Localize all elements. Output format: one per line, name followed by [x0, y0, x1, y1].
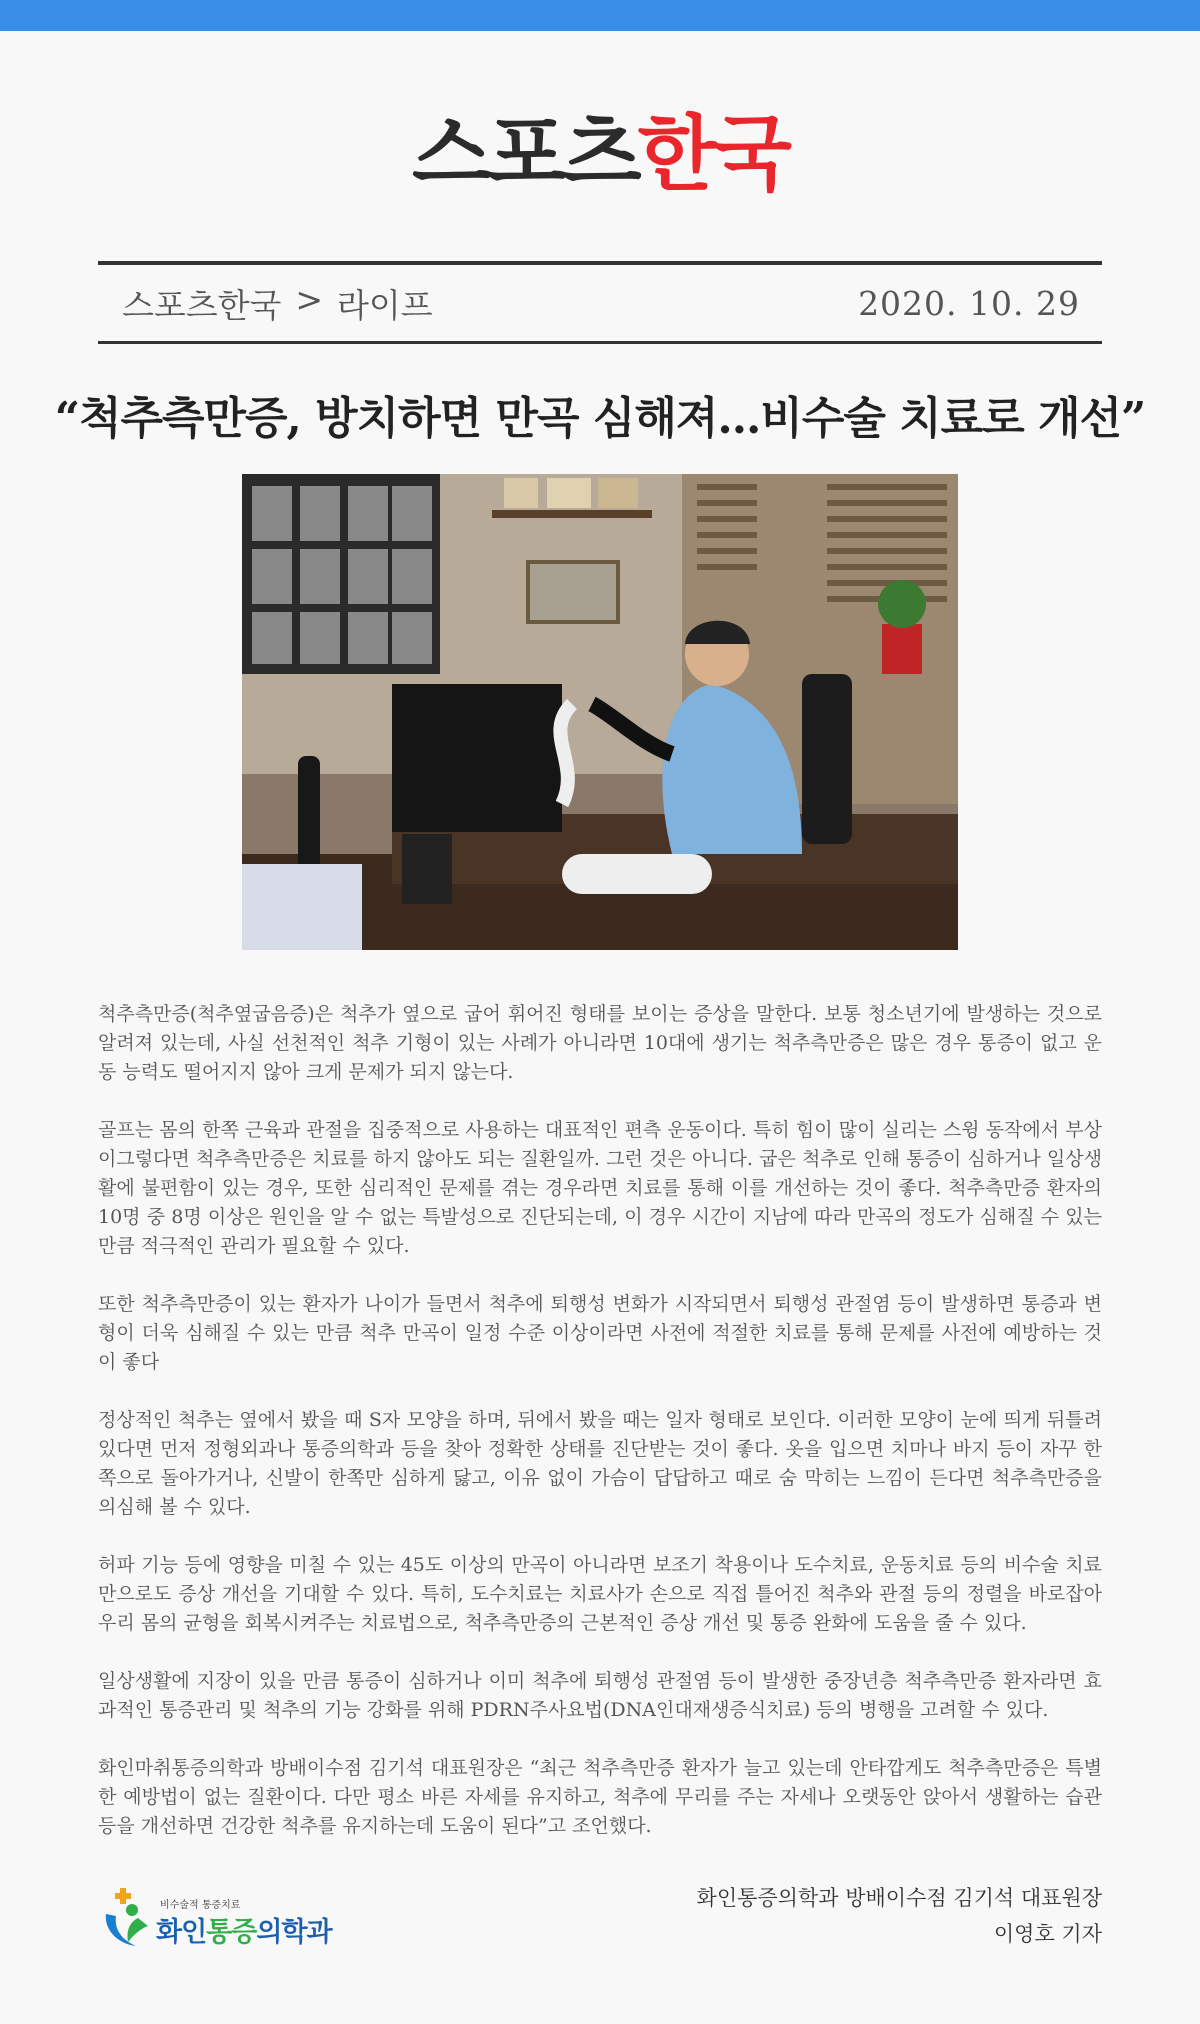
- photo-caption: 화인통증의학과 방배이수점 김기석 대표원장: [696, 1886, 1102, 1910]
- article-paragraph: 정상적인 척추는 옆에서 봤을 때 S자 모양을 하며, 뒤에서 봤을 때는 일자 형태로 보인다. 이러한 모양이 눈에 띄게 뒤틀려 있다면 먼저 정형외과나 통증의학과 등을 찾아 정확한 상태를 진단받는 것이 좋다. 옷을 입으면 치마나 바지 등이 자꾸 한쪽으로 돌아가거나, 신발이 한쪽만 심하게 닳고, 이유 없이 가슴이 답답하고 때로 숨 막히는 느낌이 든다면 척추측만증을 의심해 볼 수 있다.: [98, 1409, 1102, 1518]
- site-logo[interactable]: [411, 107, 789, 202]
- breadcrumb-site-link[interactable]: 스포츠한국: [122, 285, 282, 325]
- article-photo: [242, 474, 958, 950]
- article-body: [98, 1000, 1102, 1870]
- header-rule-bottom: [98, 341, 1102, 344]
- article-paragraph: 화인마취통증의학과 방배이수점 김기석 대표원장은 “최근 척추측만증 환자가 늘고 있는데 안타깝게도 척추측만증은 특별한 예방법이 없는 질환이다. 다만 평소 바른 자세를 유지하고, 척추에 무리를 주는 자세나 오랫동안 앉아서 생활하는 습관 등을 개선하면 건강한 척추를 유지하는데 도움이 된다”고 조언했다.: [98, 1757, 1102, 1837]
- clinic-tagline: 비수술적 통증치료: [160, 1900, 241, 1911]
- article-paragraph: 허파 기능 등에 영향을 미칠 수 있는 45도 이상의 만곡이 아니라면 보조기 착용이나 도수치료, 운동치료 등의 비수술 치료만으로도 증상 개선을 기대할 수 있다. 특히, 도수치료는 치료사가 손으로 직접 틀어진 척추와 관절 등의 정렬을 바로잡아 우리 몸의 균형을 회복시켜주는 치료법으로, 척추측만증의 근본적인 증상 개선 및 통증 완화에 도움을 줄 수 있다.: [98, 1554, 1102, 1634]
- brand-part-2: 통증: [206, 1917, 257, 1948]
- article-credit: [697, 1880, 1102, 1952]
- article-paragraph: 일상생활에 지장이 있을 만큼 통증이 심하거나 이미 척추에 퇴행성 관절염 등이 발생한 중장년층 척추측만증 환자라면 효과적인 통증관리 및 척추의 기능 강화를 위해 PDRN주사요법(DNA인대재생증식치료) 등의 병행을 고려할 수 있다.: [98, 1670, 1102, 1721]
- brand-part-1: 화인: [156, 1917, 207, 1948]
- top-accent-bar: [0, 0, 1200, 31]
- clinic-logo[interactable]: [98, 1886, 358, 1950]
- masthead: [0, 95, 1200, 215]
- logo-text-sports: 스포츠: [411, 107, 638, 202]
- reporter-byline: 이영호 기자: [993, 1922, 1102, 1946]
- article-paragraph: 골프는 몸의 한쪽 근육과 관절을 집중적으로 사용하는 대표적인 편측 운동이다. 특히 힘이 많이 실리는 스윙 동작에서 부상이그렇다면 척추측만증은 치료를 하지 않아도 되는 질환일까. 그런 것은 아니다. 굽은 척추로 인해 통증이 심하거나 일상생활에 불편함이 있는 경우, 또한 심리적인 문제를 겪는 경우라면 치료를 통해 이를 개선하는 것이 좋다. 척추측만증 환자의 10명 중 8명 이상은 원인을 알 수 없는 특발성으로 진단되는데, 이 경우 시간이 지남에 따라 만곡의 정도가 심해질 수 있는 만큼 적극적인 관리가 필요할 수 있다.: [98, 1119, 1102, 1257]
- breadcrumb-separator: >: [295, 279, 324, 319]
- article-meta: [122, 268, 1080, 338]
- logo-text-korea: 한국: [637, 107, 789, 202]
- clinic-brand-name: [156, 1910, 332, 1949]
- breadcrumb: [122, 280, 433, 327]
- clinic-figure-icon: [98, 1886, 154, 1950]
- article-date: 2020. 10. 29: [858, 283, 1080, 323]
- article-headline: “척추측만증, 방치하면 만곡 심해져…비수술 치료로 개선”: [54, 393, 1146, 444]
- article-paragraph: 척추측만증(척추옆굽음증)은 척추가 옆으로 굽어 휘어진 형태를 보이는 증상을 말한다. 보통 청소년기에 발생하는 것으로 알려져 있는데, 사실 선천적인 척추 기형이 있는 사례가 아니라면 10대에 생기는 척추측만증은 많은 경우 통증이 없고 운동 능력도 떨어지지 않아 크게 문제가 되지 않는다.: [98, 1003, 1102, 1083]
- article-paragraph: 또한 척추측만증이 있는 환자가 나이가 들면서 척추에 퇴행성 변화가 시작되면서 퇴행성 관절염 등이 발생하면 통증과 변형이 더욱 심해질 수 있는 만큼 척추 만곡이 일정 수준 이상이라면 사전에 적절한 치료를 통해 문제를 사전에 예방하는 것이 좋다: [98, 1293, 1102, 1373]
- header-rule-top: [98, 261, 1102, 265]
- breadcrumb-section-link[interactable]: 라이프: [337, 285, 433, 325]
- brand-part-3: 의학과: [256, 1917, 332, 1948]
